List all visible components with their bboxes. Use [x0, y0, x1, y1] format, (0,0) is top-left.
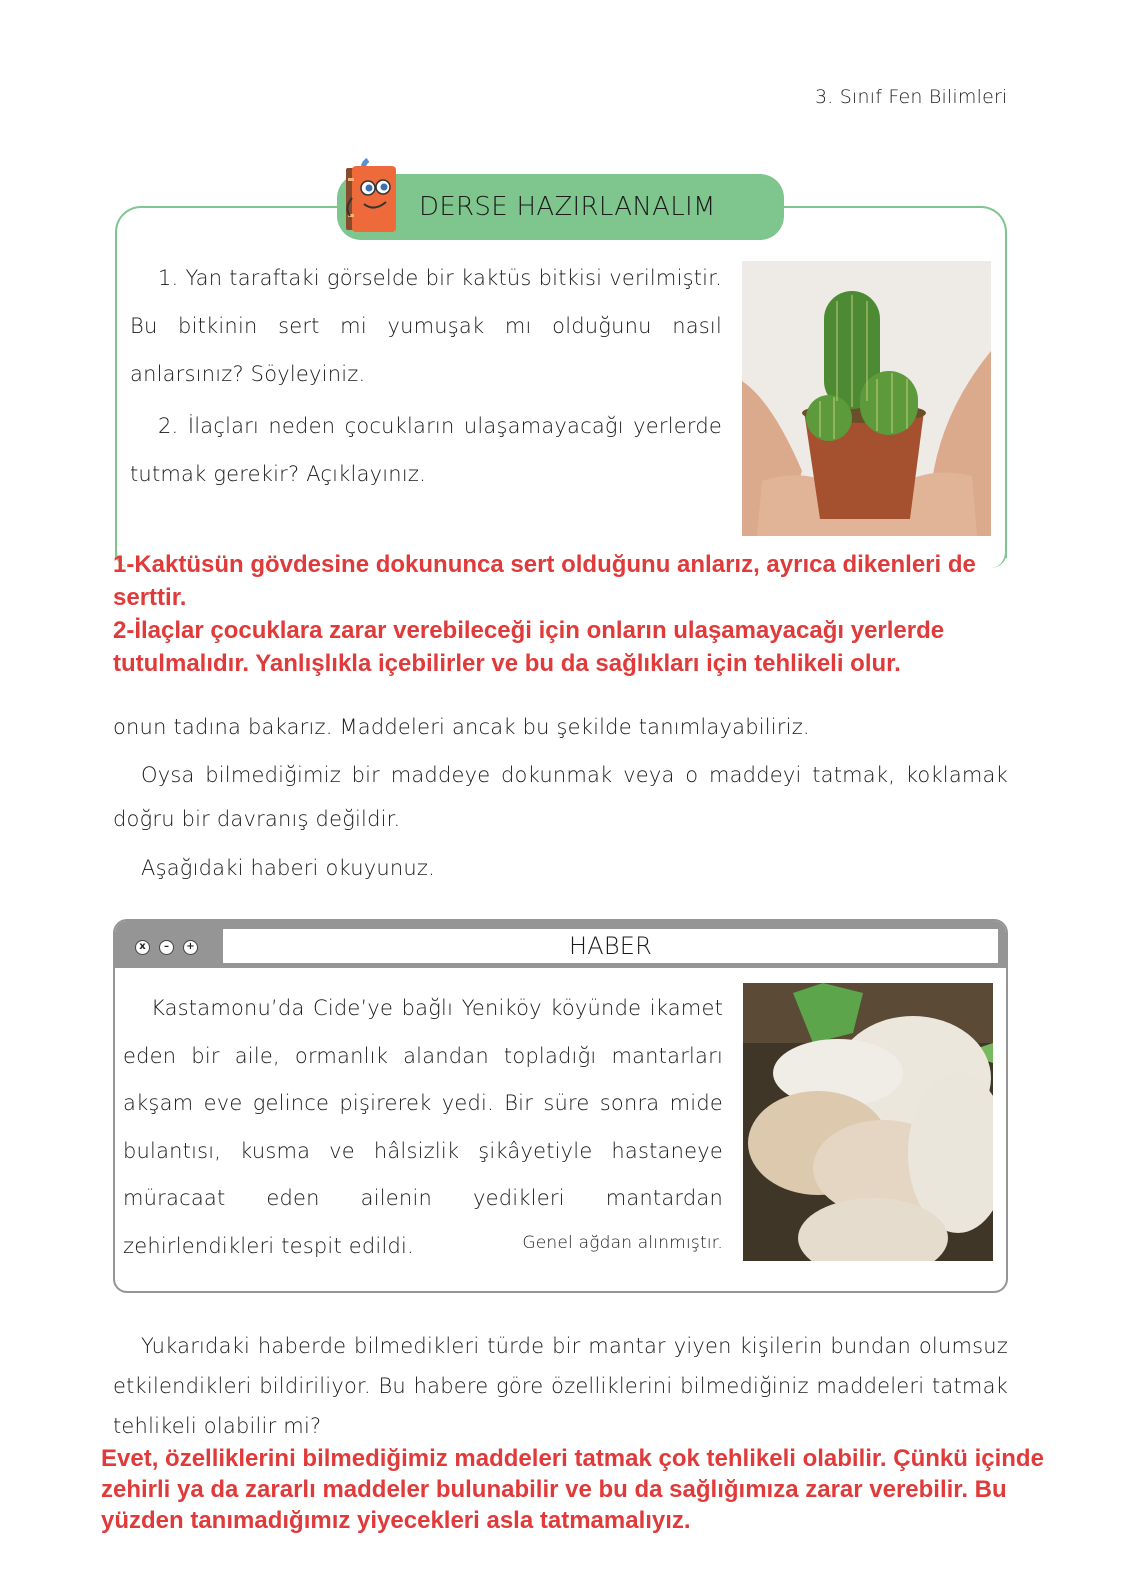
news-title: HABER	[568, 932, 653, 960]
question-paragraph	[113, 1326, 1008, 1446]
question-2-number: 2.	[158, 414, 179, 438]
close-icon: x	[135, 940, 150, 955]
news-box	[113, 919, 1008, 1293]
body-paragraph-3	[113, 846, 1008, 890]
question-1-number: 1.	[158, 266, 179, 290]
answers-block-1	[113, 548, 1053, 680]
book-mascot-icon	[340, 158, 402, 236]
body-paragraph-1: onun tadına bakarız. Maddeleri ancak bu şekilde tanımlayabiliriz.	[113, 715, 810, 739]
answers-block-2: Evet, özelliklerini bilmediğimiz maddeleri tatmak çok tehlikeli olabilir. Çünkü içinde zehirli ya da zararlı maddeler bulunabilir ve bu da sağlığımıza zarar verebilir. Bu yüzden tanımadığımız yiyecekleri asla tatmamalıyız.	[101, 1445, 1044, 1534]
maximize-icon: +	[183, 940, 198, 955]
question-1	[130, 254, 722, 398]
minimize-icon: –	[159, 940, 174, 955]
news-titlebar	[115, 921, 1006, 968]
news-title-field	[223, 929, 998, 963]
question-2-text: İlaçları neden çocukların ulaşamayacağı yerlerde tutmak gerekir? Açıklayınız.	[130, 414, 722, 486]
answer-1: 1-Kaktüsün gövdesine dokununca sert olduğunu anlarız, ayrıca dikenleri de serttir.	[113, 551, 976, 611]
cactus-photo	[742, 261, 991, 536]
question-1-text: Yan taraftaki görselde bir kaktüs bitkisi verilmiştir. Bu bitkinin sert mi yumuşak mı olduğunu nasıl anlarsınız? Söyleyiniz.	[130, 266, 722, 386]
news-source: Genel ağdan alınmıştır.	[522, 1233, 723, 1253]
question-2	[130, 402, 722, 498]
news-text	[123, 985, 723, 1270]
body-paragraph-3-text: Aşağıdaki haberi okuyunuz.	[141, 856, 435, 880]
prep-section-title: DERSE HAZIRLANALIM	[419, 192, 716, 222]
question-paragraph-text: Yukarıdaki haberde bilmedikleri türde bir mantar yiyen kişilerin bundan olumsuz etkilendikleri bildiriliyor. Bu habere göre özelliklerini bilmediğiniz maddeleri tatmak tehlikeli olabilir mi?	[113, 1334, 1008, 1438]
body-paragraph-2	[113, 753, 1008, 841]
body-paragraph-2-text: Oysa bilmediğimiz bir maddeye dokunmak veya o maddeyi tatmak, koklamak doğru bir davranış değildir.	[113, 763, 1008, 831]
page-header: 3. Sınıf Fen Bilimleri	[815, 86, 1008, 108]
prep-section-tab	[337, 174, 784, 240]
mushroom-photo	[743, 983, 993, 1261]
window-buttons	[135, 940, 198, 955]
news-body: Kastamonu’da Cide’ye bağlı Yeniköy köyünde ikamet eden bir aile, ormanlık alandan topladığı mantarları akşam eve gelince pişirerek yedi. Bir süre sonra mide bulantısı, kusma ve hâlsizlik şikâyetiyle hastaneye müracaat eden ailenin yedikleri mantardan zehirlendikleri tespit edildi.	[123, 996, 723, 1258]
answer-2: 2-İlaçlar çocuklara zarar verebileceği için onların ulaşamayacağı yerlerde tutulmalıdır. Yanlışlıkla içebilirler ve bu da sağlıkları için tehlikeli olur.	[113, 617, 945, 677]
